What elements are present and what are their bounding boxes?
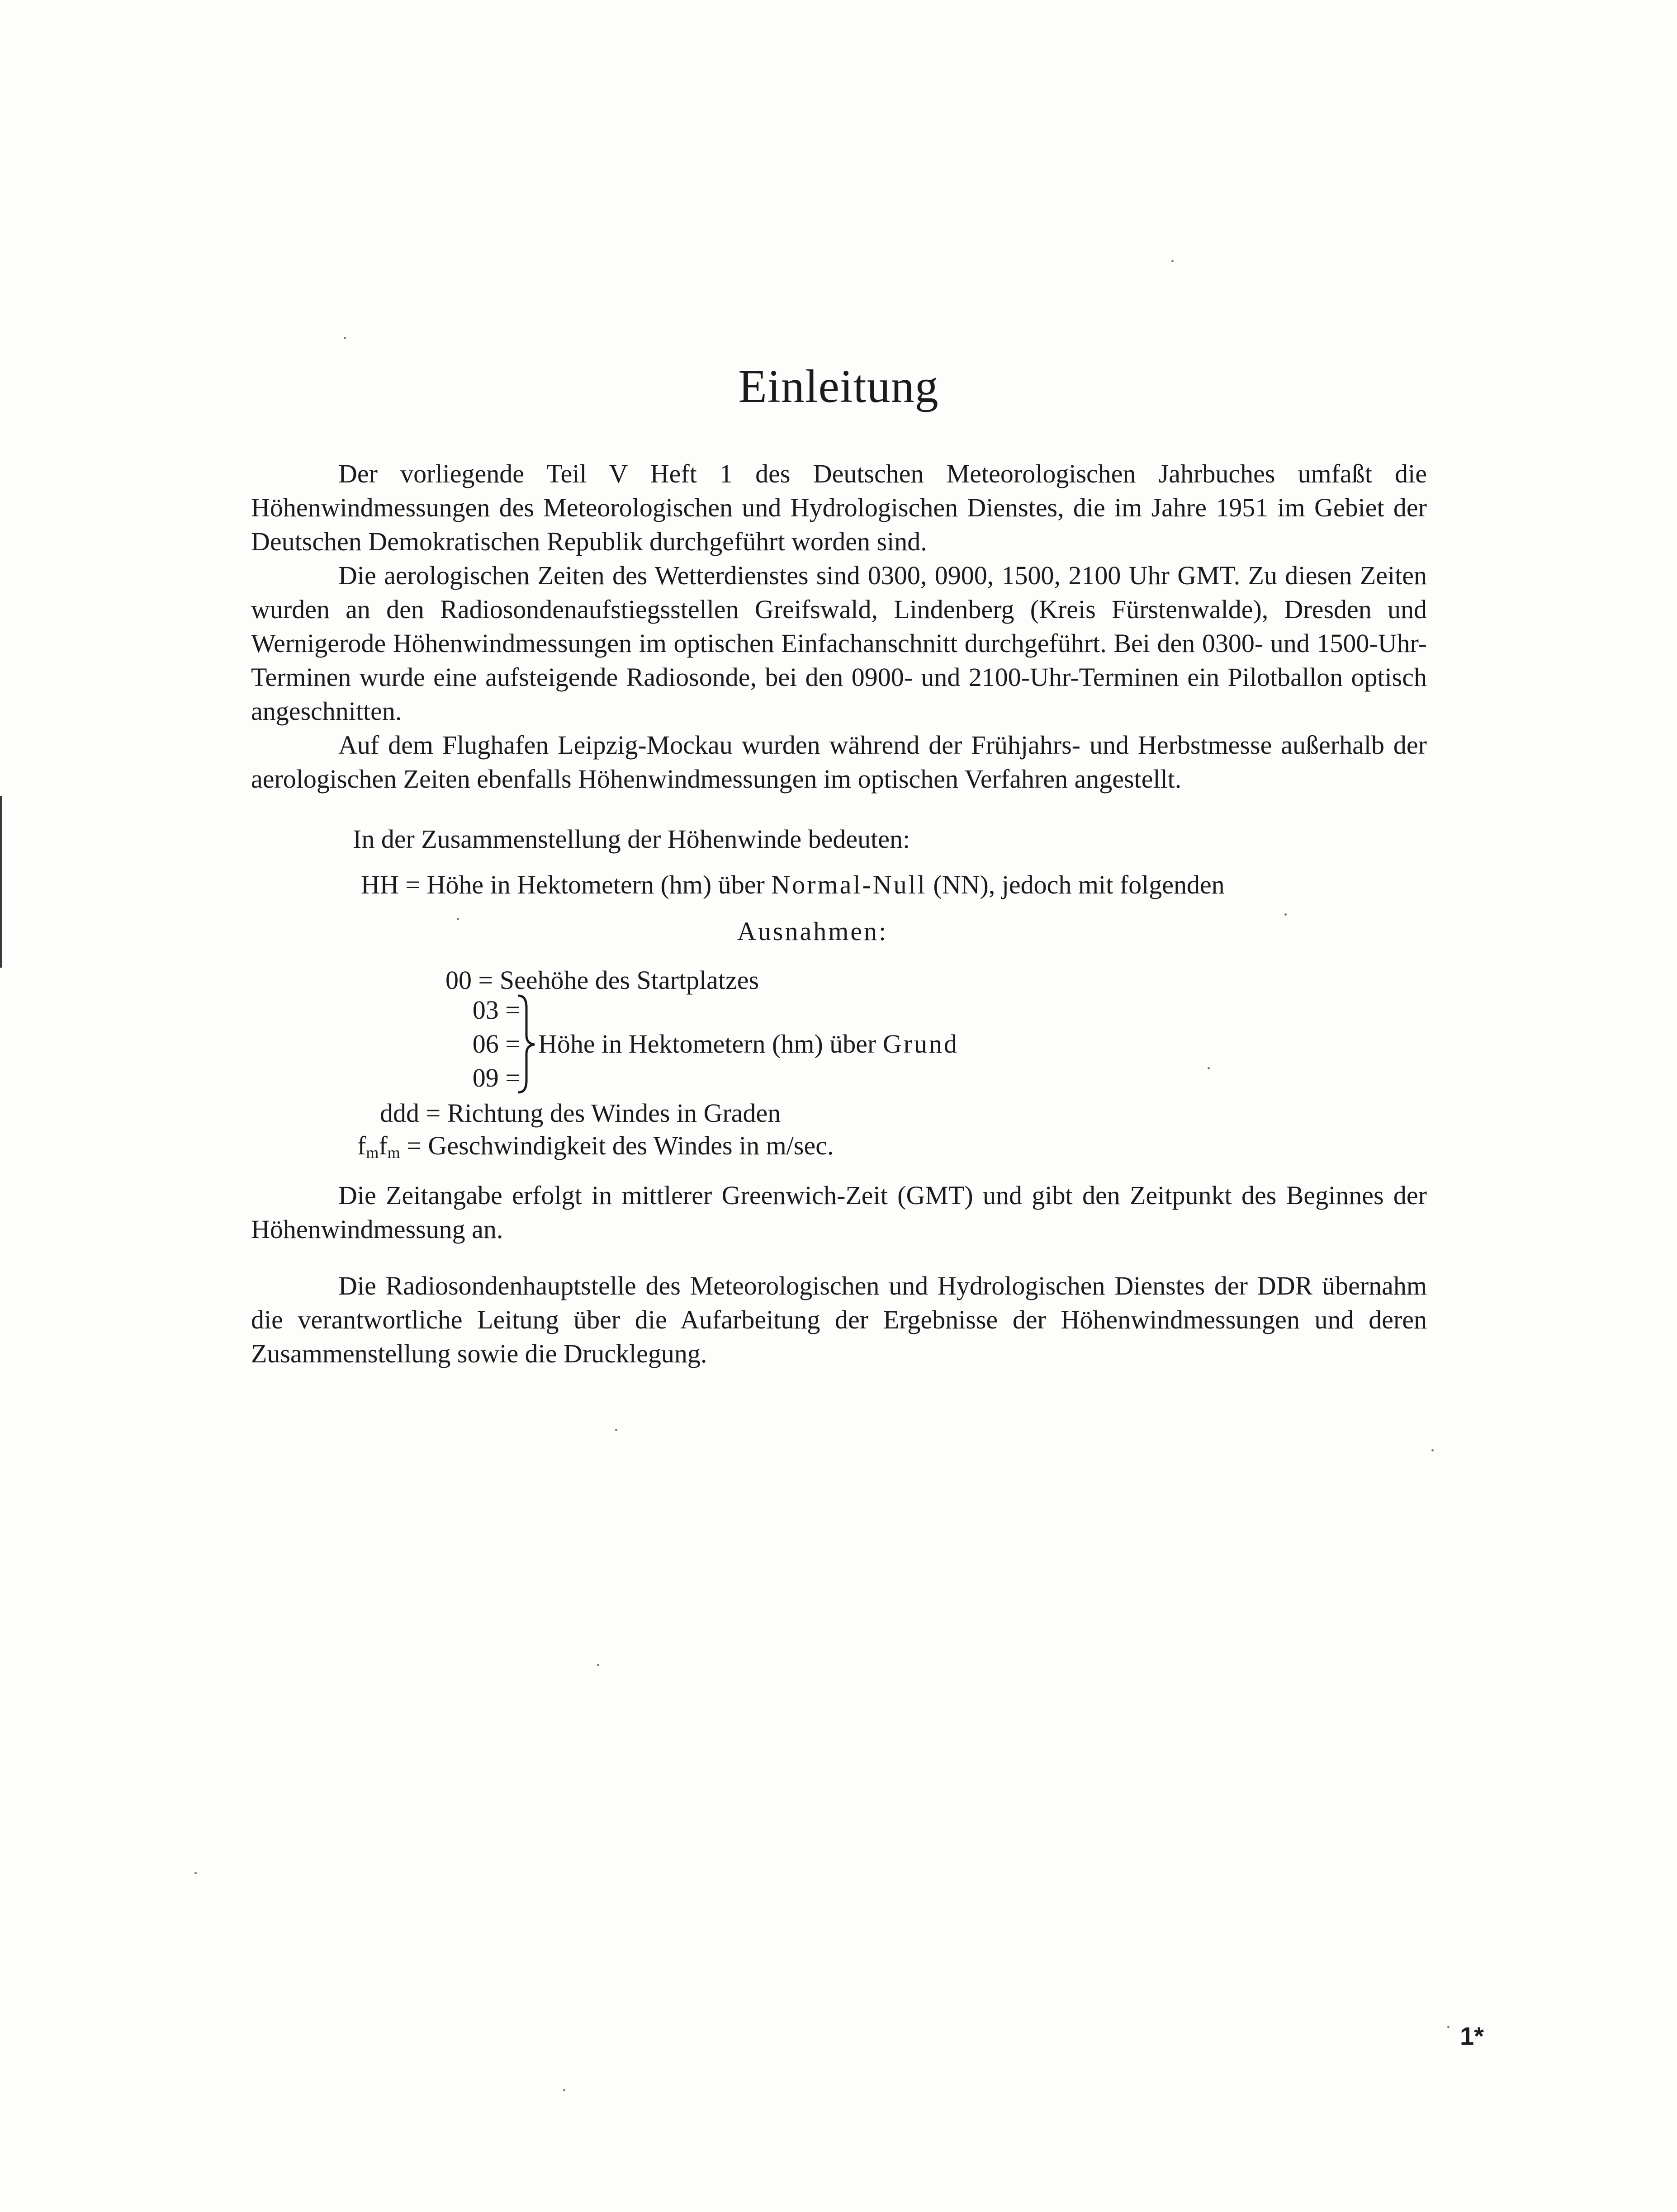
legend-hh-part-a: HH = Höhe in Hektometern (hm) über — [361, 870, 772, 899]
scan-speck — [563, 2089, 565, 2091]
paragraph-time: Die Zeitangabe erfolgt in mittlerer Greenwich-Zeit (GMT) und gibt den Zeitpunkt des Beginnes der Höhenwindmessung an. — [251, 1181, 1427, 1244]
brace-text-part-a: Höhe in Hektometern (hm) über — [538, 1029, 883, 1059]
scan-speck — [1284, 913, 1287, 916]
paragraph-radiosonde-office: Die Radiosondenhauptstelle des Meteorologischen und Hydrologischen Dienstes der DDR übernahm die verantwortliche Leitung über die Aufarbeitung der Ergebnisse der Höhenwindmessungen und deren Zusammenstellung sowie die Drucklegung. — [251, 1271, 1427, 1368]
scan-speck — [1171, 260, 1174, 262]
brace-group — [434, 993, 1067, 1095]
page-number: 1* — [1460, 2022, 1484, 2050]
legend-intro: In der Zusammenstellung der Höhenwinde bedeuten: — [353, 824, 910, 854]
scan-edge-mark — [0, 796, 2, 968]
brace-codes — [434, 993, 520, 1095]
right-brace-icon — [515, 994, 542, 1094]
paragraph-leipzig: Auf dem Flughafen Leipzig-Mockau wurden während der Frühjahrs- und Herbstmesse außerhalb der aerologischen Zeiten ebenfalls Höhenwindmessungen im optischen Verfahren angestellt. — [251, 730, 1427, 794]
scan-speck — [344, 337, 346, 339]
legend-hh-normal-null: Normal-Null — [771, 870, 927, 899]
legend-hh-part-c: (NN), jedoch mit folgenden — [926, 870, 1225, 899]
scan-speck — [1208, 1067, 1210, 1069]
exceptions-heading: Ausnahmen: — [737, 917, 888, 946]
brace-text-grund: Grund — [882, 1029, 959, 1059]
scan-speck — [597, 1664, 599, 1666]
legend-code-00: 00 = Seehöhe des Startplatzes — [445, 965, 759, 995]
scan-speck — [1431, 1449, 1434, 1451]
fmfm-rest: = Geschwindigkeit des Windes in m/sec. — [400, 1131, 834, 1160]
paragraph-intro: Der vorliegende Teil V Heft 1 des Deutschen Meteorologischen Jahrbuches umfaßt die Höhenwindmessungen des Meteorologischen und Hydrologischen Dienstes, die im Jahre 1951 im Gebiet der Deutschen Demokratischen Republik durchgeführt worden sind. — [251, 459, 1427, 556]
fmfm-m2: m — [387, 1144, 400, 1162]
scan-speck — [194, 1872, 197, 1874]
paragraph-aerological-times: Die aerologischen Zeiten des Wetterdienstes sind 0300, 0900, 1500, 2100 Uhr GMT. Zu diesen Zeiten wurden an den Radiosondenaufstiegsstellen Greifswald, Lindenberg (Kreis Fürstenwalde), Dresden und Wernigerode Höhenwindmessungen im optischen Einfachanschnitt durchgeführt. Bei den 0300- und 1500-Uhr-Terminen wurde eine aufsteigende Radiosonde, bei den 0900- und 2100-Uhr-Terminen ein Pilotballon optisch angeschnitten. — [251, 561, 1427, 726]
fmfm-m1: m — [366, 1144, 379, 1162]
legend-code-09: 09 = — [472, 1063, 520, 1092]
scan-speck — [457, 918, 459, 920]
legend-fmfm — [357, 1129, 834, 1170]
brace-description — [538, 1027, 959, 1061]
legend-hh — [361, 868, 1225, 902]
legend-code-03: 03 = — [472, 995, 520, 1025]
fmfm-f1: f — [357, 1131, 366, 1160]
fmfm-f2: f — [379, 1131, 388, 1160]
scan-speck — [1447, 2026, 1450, 2028]
scan-speck — [615, 1429, 617, 1431]
page-title: Einleitung — [738, 360, 939, 412]
legend-code-06: 06 = — [472, 1029, 520, 1059]
legend-ddd: ddd = Richtung des Windes in Graden — [380, 1098, 781, 1128]
